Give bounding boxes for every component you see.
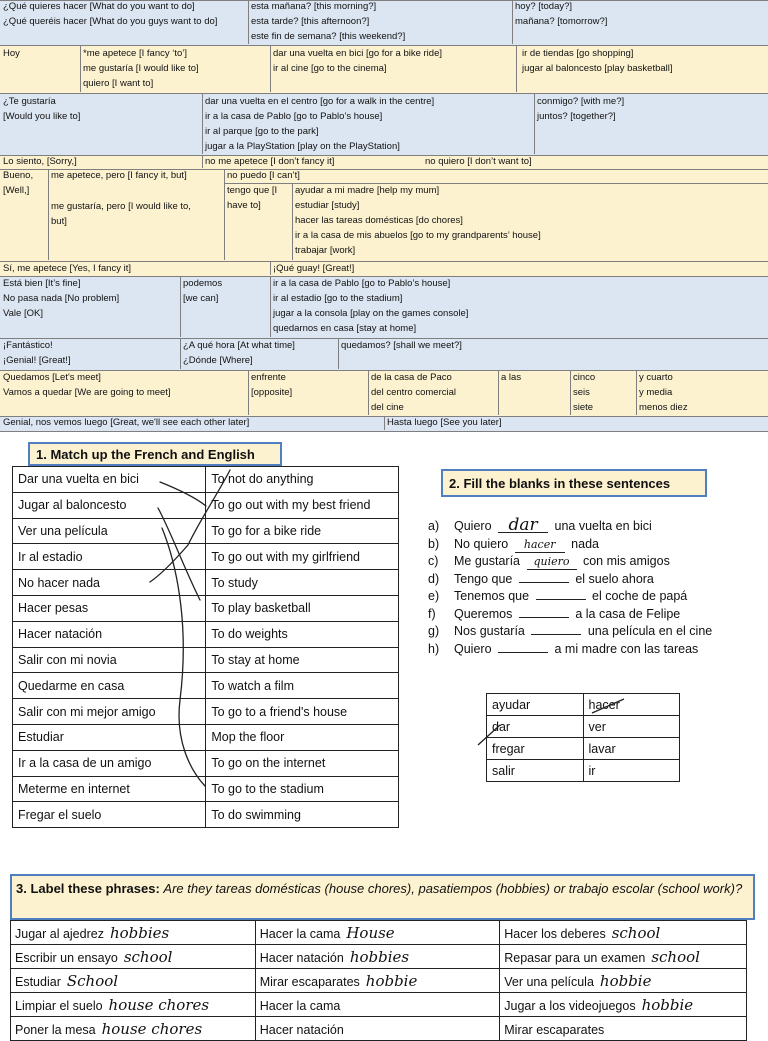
frame-text: Bueno, [3,170,34,181]
handwritten-answer: house chores [108,995,210,1014]
frame-text: juntos? [together?] [537,111,616,122]
sentence-start: Me gustaría [454,554,521,568]
phrase-label-cell[interactable] [11,921,256,945]
wordbank-word: hacer [583,694,679,716]
phrase-label-cell[interactable] [255,993,500,1017]
spanish-phrase-cell: Meterme en internet [13,776,206,802]
phrase-label-cell[interactable] [11,993,256,1017]
frame-text: de la casa de Paco [371,372,452,383]
english-phrase-cell: To stay at home [206,647,399,673]
sentence-label: f) [428,606,436,621]
frame-text: Lo siento, [Sorry,] [3,156,77,167]
english-phrase-cell: To go for a bike ride [206,518,399,544]
handwritten-answer: hobbie [365,971,418,990]
frame-text: but] [51,216,67,227]
frame-text: *me apetece [I fancy ‘to’] [83,48,188,59]
frame-text: quiero [I want to] [83,78,154,89]
phrase-label-cell[interactable] [500,945,747,969]
answer-blank[interactable]: hacer [515,538,565,553]
frame-text: ¿Dónde [Where] [183,355,253,366]
wordbank-word: ayudar [487,694,584,716]
english-phrase-cell: To do swimming [206,802,399,828]
sentence-start: Queremos [454,606,513,621]
frame-text: ir a la casa de Pablo [go to Pablo’s house] [273,278,451,289]
english-phrase-cell: To go out with my girlfriend [206,544,399,570]
frame-text: no me apetece [I don’t fancy it] [205,156,335,167]
frame-text: dar una vuelta en bici [go for a bike ride] [273,48,442,59]
frame-text: esta mañana? [this morning?] [251,1,377,12]
wordbank-word: dar [487,716,584,738]
phrase-text: Mirar escaparates [259,974,360,989]
sentence-end: a la casa de Felipe [575,606,681,621]
frame-text: seis [573,387,590,398]
frame-text: menos diez [639,402,688,413]
handwritten-answer: hobbies [349,947,410,966]
sentence-start: Tenemos que [454,589,530,603]
frame-text: ir de tiendas [go shopping] [522,48,634,59]
phrase-text: Estudiar [15,974,61,989]
frame-text: Hasta luego [See you later] [387,417,502,428]
frame-text: have to] [227,200,261,211]
frame-text: esta tarde? [this afternoon?] [251,16,370,27]
phrase-label-cell[interactable] [500,969,747,993]
phrase-label-cell[interactable] [11,1017,256,1041]
frame-text: a las [501,372,522,383]
sentence-start: Nos gustaría [454,624,525,638]
q3-title-italic: Are they tareas domésticas (house chores), pasatiempos (hobbies) or trabajo escolar (school work)? [163,881,743,896]
sentence-label: a) [428,519,440,533]
frame-text: Vamos a quedar [We are going to meet] [3,387,171,398]
frame-text: jugar al baloncesto [play basketball] [522,63,673,74]
handwritten-answer: hobbies [109,923,170,942]
frame-text: conmigo? [with me?] [537,96,625,107]
sentence-label: d) [428,571,440,586]
frame-text: Sí, me apetece [Yes, I fancy it] [3,263,131,274]
english-phrase-cell: To do weights [206,621,399,647]
english-phrase-cell: To watch a film [206,673,399,699]
phrase-text: Hacer los deberes [504,926,606,941]
frame-text: [opposite] [251,387,293,398]
phrase-text: Escribir un ensayo [15,950,118,965]
q3-title-bold: 3. Label these phrases: [16,881,160,896]
english-phrase-cell: To go on the internet [206,750,399,776]
spanish-phrase-cell: Ver una película [13,518,206,544]
sentence-label: e) [428,589,440,603]
sentence-end: con mis amigos [582,554,670,568]
phrase-label-cell[interactable] [11,969,256,993]
sentence-label: g) [428,624,440,638]
spanish-phrase-cell: Estudiar [13,724,206,750]
frame-text: hoy? [today?] [515,1,573,12]
handwritten-answer: school [123,947,173,966]
sentence-end: nada [571,536,599,551]
frame-text: enfrente [251,372,286,383]
frame-text: cinco [573,372,596,383]
frame-text: no puedo [I can’t] [227,170,300,181]
frame-text: me apetece, pero [I fancy it, but] [51,170,187,181]
sentence-end: una película en el cine [587,624,713,638]
frame-text: quedarnos en casa [stay at home] [273,323,417,334]
spanish-phrase-cell: Fregar el suelo [13,802,206,828]
english-phrase-cell: To study [206,570,399,596]
frame-text: Genial, nos vemos luego [Great, we'll see each other later] [3,417,250,428]
english-phrase-cell: To go to a friend's house [206,699,399,725]
frame-text: este fin de semana? [this weekend?] [251,31,406,42]
handwritten-answer: school [611,923,661,942]
phrase-text: Mirar escaparates [504,1022,605,1037]
handwritten-answer: School [66,971,119,990]
frame-text: ¿Qué quieres hacer [What do you want to do] [3,1,195,12]
handwritten-answer: house chores [101,1019,203,1038]
spanish-phrase-cell: Quedarme en casa [13,673,206,699]
wordbank-word: ir [583,760,679,782]
frame-text: Quedamos [Let's meet] [3,372,101,383]
frame-text: Hoy [3,48,20,59]
frame-text: del cine [371,402,404,413]
spanish-phrase-cell: Dar una vuelta en bici [13,467,206,493]
spanish-phrase-cell: No hacer nada [13,570,206,596]
sentence-label: h) [428,641,440,656]
wordbank-word: salir [487,760,584,782]
frame-text: y media [639,387,673,398]
frame-text: ir al estadio [go to the stadium] [273,293,403,304]
phrase-text: Ver una película [504,974,594,989]
frame-text: del centro comercial [371,387,457,398]
frame-text: [Would you like to] [3,111,81,122]
frame-text: [Well,] [3,185,30,196]
frame-text: me gustaría [I would like to] [83,63,199,74]
frame-text: trabajar [work] [295,245,356,256]
handwritten-answer: hobbie [641,995,694,1014]
frame-text: ir al cine [go to the cinema] [273,63,387,74]
frame-text: no quiero [I don’t want to] [425,156,532,167]
frame-text: estudiar [study] [295,200,360,211]
frame-text: ¡Genial! [Great!] [3,355,71,366]
phrase-label-cell[interactable] [255,969,500,993]
spanish-phrase-cell: Hacer natación [13,621,206,647]
spanish-phrase-cell: Salir con mi mejor amigo [13,699,206,725]
spanish-phrase-cell: Ir a la casa de un amigo [13,750,206,776]
phrase-label-cell[interactable] [255,945,500,969]
frame-text: mañana? [tomorrow?] [515,16,608,27]
wordbank-word: lavar [583,738,679,760]
phrase-label-cell[interactable] [500,993,747,1017]
frame-text: ¡Qué guay! [Great!] [273,263,355,274]
sentence-end: el coche de papá [592,589,688,603]
phrase-text: Repasar para un examen [504,950,646,965]
frame-text: jugar a la PlayStation [play on the PlayStation] [205,141,400,152]
frame-text: jugar a la consola [play on the games console] [273,308,469,319]
sentence-label: c) [428,554,439,568]
phrase-text: Hacer la cama [259,926,341,941]
table-row [11,1017,747,1041]
english-phrase-cell: To play basketball [206,595,399,621]
table-row [11,945,747,969]
phrase-label-cell[interactable] [255,1017,500,1041]
frame-text: ir a la casa de mis abuelos [go to my grandparents’ house] [295,230,541,241]
wordbank-word: ver [583,716,679,738]
sentence-start: Quiero [454,519,492,533]
english-phrase-cell: Mop the floor [206,724,399,750]
phrase-text: Hacer la cama [259,998,341,1013]
frame-text: Está bien [It’s fine] [3,278,81,289]
q3-title [10,874,755,920]
sentence-start: Tengo que [454,571,513,586]
spanish-phrase-cell: Salir con mi novia [13,647,206,673]
handwritten-answer: House [346,923,395,942]
table-row [11,969,747,993]
frame-text: ¿A qué hora [At what time] [183,340,295,351]
sentence-start: Quiero [454,641,492,656]
phrase-text: Jugar a los videojuegos [504,998,636,1013]
sentence-label: b) [428,536,440,551]
spanish-phrase-cell: Jugar al baloncesto [13,492,206,518]
frame-text: tengo que [I [227,185,278,196]
phrase-text: Hacer natación [259,1022,344,1037]
phrase-text: Jugar al ajedrez [15,926,104,941]
frame-text: hacer las tareas domésticas [do chores] [295,215,463,226]
frame-text: ¡Fantástico! [3,340,53,351]
answer-blank[interactable]: quiero [527,555,577,570]
handwritten-answer: school [651,947,700,966]
english-phrase-cell: To not do anything [206,467,399,493]
frame-text: siete [573,402,594,413]
frame-text: ir a la casa de Pablo [go to Pablo’s house] [205,111,383,122]
sentence-end: el suelo ahora [575,571,654,586]
frame-text: ¿Te gustaría [3,96,56,107]
frame-text: ¿Qué queréis hacer [What do you guys want to do] [3,16,218,27]
frame-text: quedamos? [shall we meet?] [341,340,462,351]
crossout-mark [592,699,624,713]
frame-text: podemos [183,278,223,289]
q3-label-table [10,920,747,1041]
frame-text: ir al parque [go to the park] [205,126,319,137]
answer-blank[interactable]: dar [498,518,548,533]
frame-text: No pasa nada [No problem] [3,293,120,304]
frame-text: y cuarto [639,372,673,383]
sentence-start: No quiero [454,536,509,551]
table-row [11,993,747,1017]
phrase-label-cell[interactable] [500,1017,747,1041]
sentence-end: a mi madre con las tareas [554,641,699,656]
phrase-text: Limpiar el suelo [15,998,103,1013]
wordbank-word: fregar [487,738,584,760]
q1-title: 1. Match up the French and English [28,442,282,466]
phrase-label-cell[interactable] [255,921,500,945]
spanish-phrase-cell: Ir al estadio [13,544,206,570]
phrase-text: Poner la mesa [15,1022,96,1037]
table-row [11,921,747,945]
frame-text: me gustaría, pero [I would like to, [51,201,191,212]
english-phrase-cell: To go out with my best friend [206,492,399,518]
english-phrase-cell: To go to the stadium [206,776,399,802]
frame-text: Vale [OK] [3,308,43,319]
spanish-phrase-cell: Hacer pesas [13,595,206,621]
phrase-label-cell[interactable] [11,945,256,969]
frame-text: ayudar a mi madre [help my mum] [295,185,440,196]
crossout-mark [478,725,500,745]
frame-text: [we can] [183,293,219,304]
frame-text: dar una vuelta en el centro [go for a walk in the centre] [205,96,435,107]
handwritten-answer: hobbie [599,971,652,990]
q2-title: 2. Fill the blanks in these sentences [441,469,707,497]
phrase-text: Hacer natación [259,950,344,965]
sentence-end: una vuelta en bici [554,519,652,533]
phrase-label-cell[interactable] [500,921,747,945]
